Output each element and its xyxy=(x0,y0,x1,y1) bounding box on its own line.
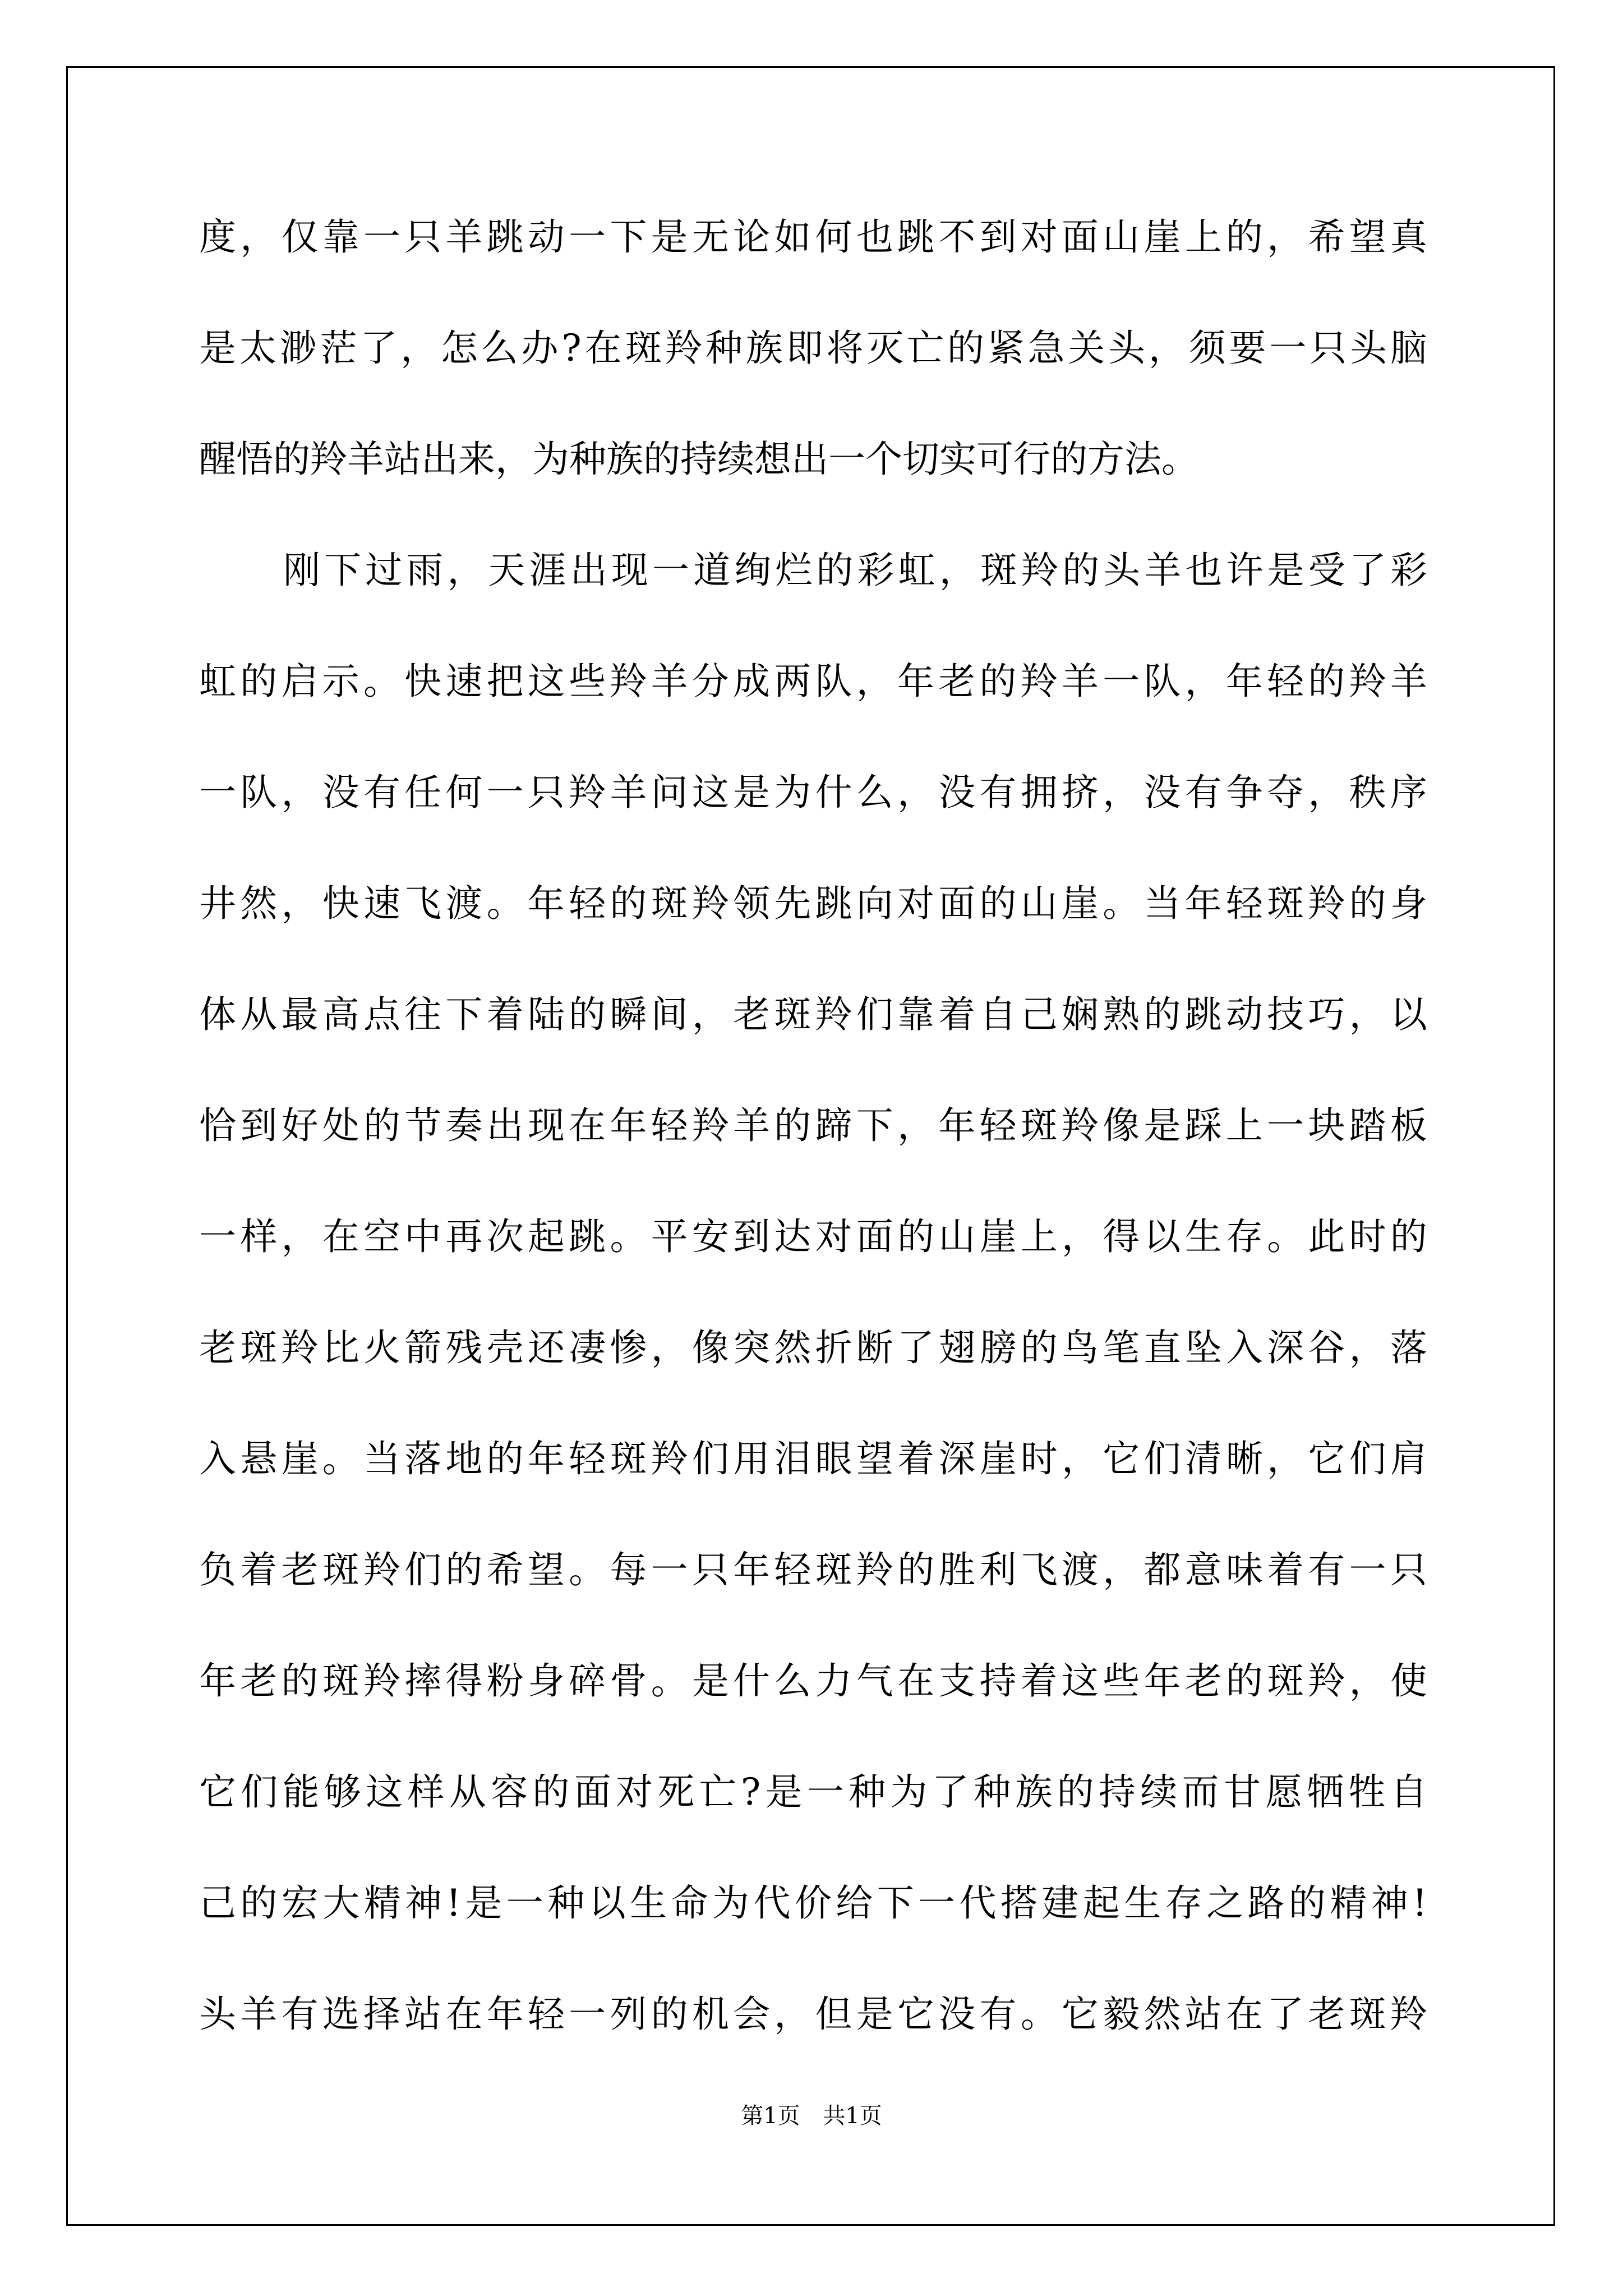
text-line: 恰 到 好 处 的 节 奏 出 现 在 年 轻 羚 羊 的 蹄 下 ， 年 轻 斑 羚 像 是 踩 上 一 块 踏 板 xyxy=(199,1104,1427,1147)
text-line: 醒 悟 的 羚 羊 站 出 来 ， 为 种 族 的 持 续 想 出 一 个 切 实 可 行 的 方 法 。 xyxy=(199,438,1198,481)
text-line: 是 太 渺 茫 了 ， 怎 么 办 ? 在 斑 羚 种 族 即 将 灭 亡 的 紧 急 关 头 ， 须 要 一 只 头 脑 xyxy=(199,326,1427,370)
page-number: 第1页 xyxy=(741,2103,800,2129)
text-line: 年 老 的 斑 羚 摔 得 粉 身 碎 骨 。 是 什 么 力 气 在 支 持 着 这 些 年 老 的 斑 羚 ， 使 xyxy=(199,1659,1427,1703)
text-line: 井 然 ， 快 速 飞 渡 。 年 轻 的 斑 羚 领 先 跳 向 对 面 的 山 崖 。 当 年 轻 斑 羚 的 身 xyxy=(199,882,1427,925)
page-footer xyxy=(0,2099,1623,2133)
text-line: 度 ， 仅 靠 一 只 羊 跳 动 一 下 是 无 论 如 何 也 跳 不 到 对 面 山 崖 上 的 ， 希 望 真 xyxy=(199,215,1427,259)
text-line: 体 从 最 高 点 往 下 着 陆 的 瞬 间 ， 老 斑 羚 们 靠 着 自 己 娴 熟 的 跳 动 技 巧 ， 以 xyxy=(199,993,1427,1036)
page-total: 共1页 xyxy=(823,2103,882,2129)
text-line: 入 悬 崖 。 当 落 地 的 年 轻 斑 羚 们 用 泪 眼 望 着 深 崖 时 ， 它 们 清 晰 ， 它 们 肩 xyxy=(199,1437,1427,1480)
document-body xyxy=(199,210,1427,2098)
text-line: 它 们 能 够 这 样 从 容 的 面 对 死 亡 ? 是 一 种 为 了 种 族 的 持 续 而 甘 愿 牺 牲 自 xyxy=(199,1770,1427,1814)
text-line: 负 着 老 斑 羚 们 的 希 望 。 每 一 只 年 轻 斑 羚 的 胜 利 飞 渡 ， 都 意 味 着 有 一 只 xyxy=(199,1548,1427,1591)
text-line: 老 斑 羚 比 火 箭 残 壳 还 凄 惨 ， 像 突 然 折 断 了 翅 膀 的 鸟 笔 直 坠 入 深 谷 ， 落 xyxy=(199,1326,1427,1369)
text-line: 虹 的 启 示 。 快 速 把 这 些 羚 羊 分 成 两 队 ， 年 老 的 羚 羊 一 队 ， 年 轻 的 羚 羊 xyxy=(199,660,1427,703)
text-line: 刚 下 过 雨 ， 天 涯 出 现 一 道 绚 烂 的 彩 虹 ， 斑 羚 的 头 羊 也 许 是 受 了 彩 xyxy=(283,549,1427,592)
text-line: 己 的 宏 大 精 神 ! 是 一 种 以 生 命 为 代 价 给 下 一 代 搭 建 起 生 存 之 路 的 精 神 ! xyxy=(199,1881,1427,1925)
text-line: 一 队 ， 没 有 任 何 一 只 羚 羊 问 这 是 为 什 么 ， 没 有 拥 挤 ， 没 有 争 夺 ， 秩 序 xyxy=(199,771,1427,814)
text-line: 一 样 ， 在 空 中 再 次 起 跳 。 平 安 到 达 对 面 的 山 崖 上 ， 得 以 生 存 。 此 时 的 xyxy=(199,1215,1427,1258)
text-line: 头 羊 有 选 择 站 在 年 轻 一 列 的 机 会 ， 但 是 它 没 有 。 它 毅 然 站 在 了 老 斑 羚 xyxy=(199,1993,1427,2036)
